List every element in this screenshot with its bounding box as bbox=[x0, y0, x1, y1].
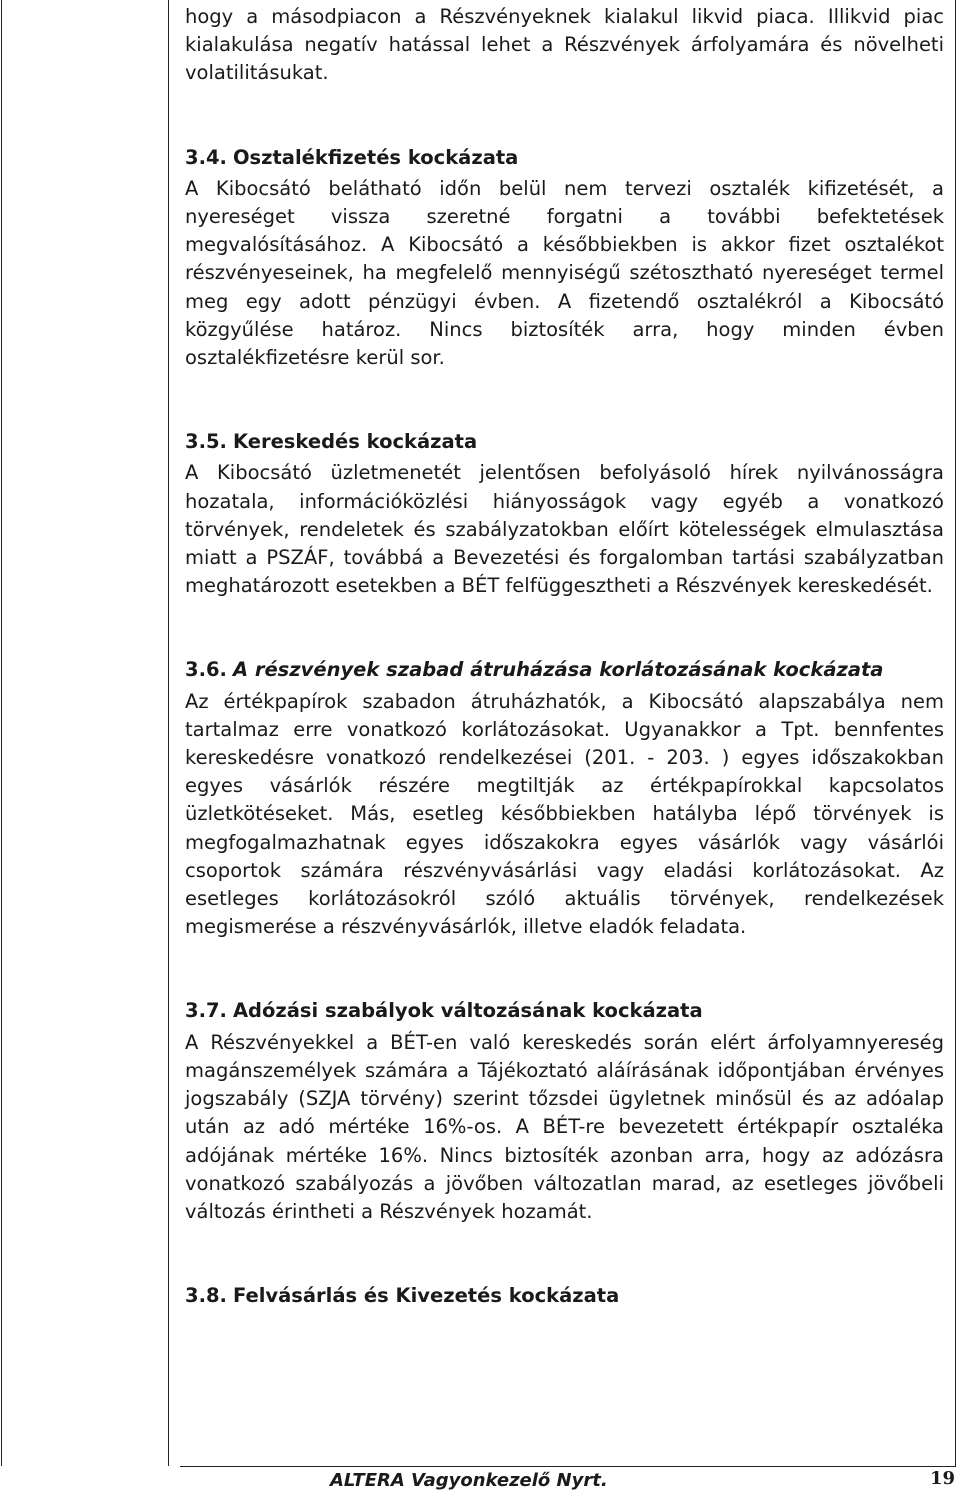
footer-company: ALTERA Vagyonkezelő Nyrt. bbox=[330, 1470, 608, 1491]
section-number: 3.6. bbox=[185, 658, 227, 682]
section-body: A Kibocsátó üzletmenetét jelentősen befolyásoló hírek nyilvánosságra hozatala, információközlési hiányosságok vagy egyéb a vonatkozó törvények, rendeletek és szabályzatokban előírt kötelességek elmulasztása miatt a PSZÁF, továbbá a Bevezetési és forgalomban tartási szabályzatban meghatározott esetekben a BÉT felfüggesztheti a Részvények kereskedését. bbox=[185, 461, 944, 598]
right-border bbox=[955, 0, 956, 1466]
left-border-inner bbox=[168, 0, 169, 1466]
section-number: 3.7. bbox=[185, 999, 227, 1023]
section-title: Osztalékfizetés kockázata bbox=[232, 145, 519, 169]
section-heading bbox=[185, 656, 944, 684]
section-3-7 bbox=[185, 997, 944, 1226]
section-body: A Kibocsátó belátható időn belül nem tervezi osztalék kifizetését, a nyereséget vissza szeretné forgatni a további befektetések megvalósításához. A Kibocsátó a későbbiekben is akkor fizet osztalékot részvényeseinek, ha megfelelő mennyiségű szétosztható nyereséget termel meg egy adott pénzügyi évben. A fizetendő osztalékról a Kibocsátó közgyűlése határoz. Nincs biztosíték arra, hogy minden évben osztalékfizetésre kerül sor. bbox=[185, 176, 944, 370]
section-body: A Részvényekkel a BÉT-en való kereskedés során elért árfolyamnyereség magánszemélyek számára a Tájékoztató aláírásának időpontjában érvényes jogszabály (SZJA törvény) szerint tőzsdei ügyletnek minősül és az adóalap után az adó mértéke 16%-os. A BÉT-re bevezetett értékpapír osztaléka adójának mértéke 16%. Nincs biztosíték azonban arra, hogy az adózásra vonatkozó szabályozás a jövőben változatlan marad, az esetleges jövőbeli változás érintheti a Részvények hozamát. bbox=[185, 1030, 944, 1223]
section-number: 3.5. bbox=[185, 430, 227, 454]
section-number: 3.8. bbox=[185, 1284, 227, 1308]
section-number: 3.4. bbox=[185, 145, 227, 169]
section-body: Az értékpapírok szabadon átruházhatók, a Kibocsátó alapszabálya nem tartalmaz erre vonatkozó korlátozásokat. Ugyanakkor a Tpt. bennfentes kereskedésre vonatkozó rendelkezései (201. - 203. ) egyes időszakokban egyes vásárlók részére megtiltják az értékpapírokkal kapcsolatos üzletkötéseket. Más, esetleg későbbiekben hatályba lépő törvények is megfogalmazhatnak egyes időszakokra egyes vásárlók vagy vásárlói csoportok számára részvényvásárlási vagy eladási korlátozásokat. Az esetleges korlátozásokról szóló aktuális törvények, rendelkezések megismerése a részvényvásárlók, illetve eladók feladata. bbox=[185, 689, 944, 939]
section-title: Adózási szabályok változásának kockázata bbox=[232, 999, 703, 1023]
section-heading bbox=[185, 997, 944, 1025]
section-3-6 bbox=[185, 656, 944, 941]
section-title: A részvények szabad átruházása korlátozásának kockázata bbox=[232, 658, 884, 682]
section-3-8 bbox=[185, 1282, 944, 1310]
continuation-paragraph: hogy a másodpiacon a Részvényeknek kialakul likvid piaca. Illikvid piac kialakulása negatív hatással lehet a Részvények árfolyamára és növelheti volatilitásukat. bbox=[185, 5, 944, 85]
section-3-5 bbox=[185, 428, 944, 600]
section-3-4 bbox=[185, 144, 944, 373]
section-title: Felvásárlás és Kivezetés kockázata bbox=[232, 1284, 620, 1308]
section-heading bbox=[185, 428, 944, 456]
section-heading bbox=[185, 144, 944, 172]
section-heading bbox=[185, 1282, 944, 1310]
footer-divider bbox=[180, 1466, 956, 1467]
document-body bbox=[185, 3, 944, 1310]
section-title: Kereskedés kockázata bbox=[232, 430, 478, 454]
page-number: 19 bbox=[930, 1468, 956, 1489]
left-border-outer bbox=[1, 0, 2, 1466]
